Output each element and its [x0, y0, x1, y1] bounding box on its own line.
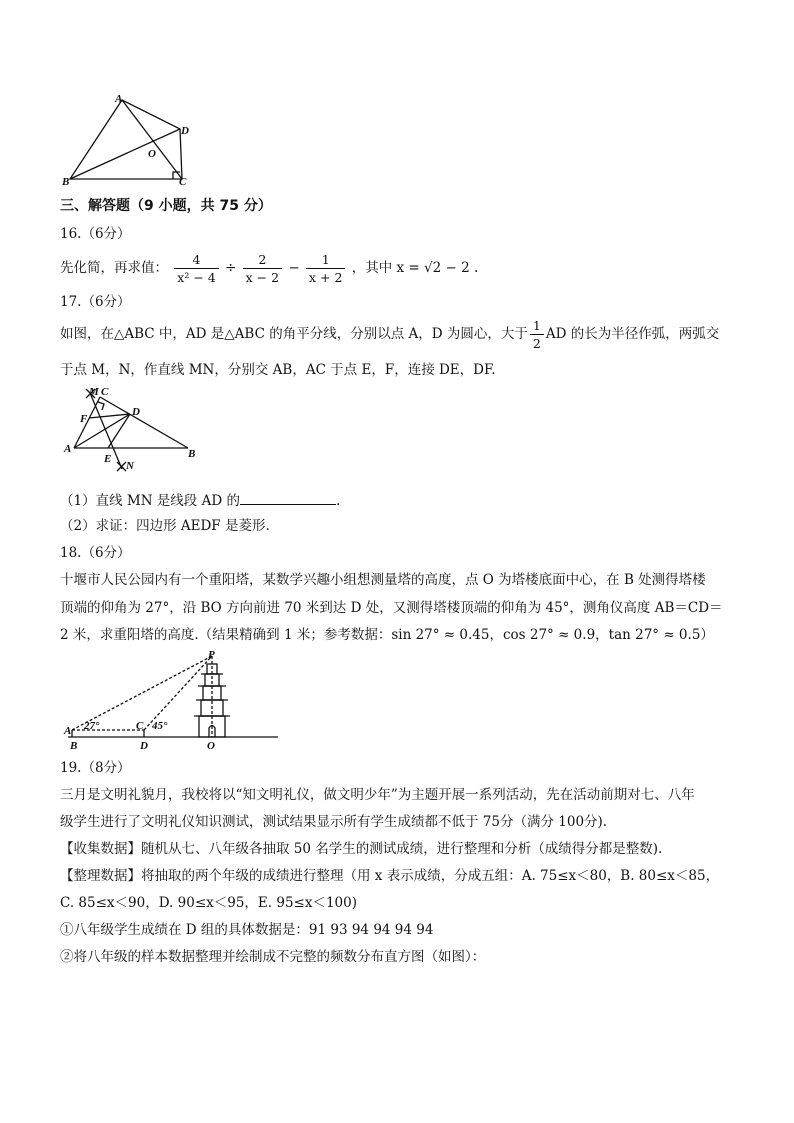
fig18-label-d: D [140, 740, 148, 752]
fig18-sight-c [144, 656, 212, 730]
fig17-label-m: M [89, 386, 99, 398]
fig17-label-c: C [101, 386, 109, 398]
fig18-label-c: C [136, 720, 144, 732]
q17-line2: 于点 M，N，作直线 MN，分别交 AB，AC 于点 E，F，连接 DE，DF. [60, 362, 496, 378]
figure-q17-triangle [62, 385, 202, 477]
q19-line6: ①八年级学生成绩在 D 组的具体数据是：91 93 94 94 94 94 [60, 922, 434, 938]
q17-line1-b: AD 的长为半径作弧，两弧交 [545, 326, 720, 342]
q16-fraction-3 [306, 251, 345, 286]
fig17-label-b: B [188, 448, 196, 460]
q17-line1-a: 如图，在△ABC 中，AD 是△ABC 的角平分线，分别以点 A，D 为圆心，大于 [60, 326, 528, 342]
fig18-label-b: B [70, 740, 78, 752]
q18-line1: 十堰市人民公园内有一个重阳塔，某数学兴趣小组想测量塔的高度，点 O 为塔楼底面中心，在 B 处测得塔楼 [60, 572, 706, 588]
q17-half-den: 2 [530, 334, 544, 352]
q16-tail: ，其中 x = √2 − 2 . [351, 260, 479, 276]
q17-answer-blank[interactable] [240, 490, 336, 505]
q16-expression [60, 250, 478, 286]
q19-line4: 【整理数据】将抽取的两个年级的成绩进行整理（用 x 表示成绩，分成五组：A. 75≤x＜80，B. 80≤x＜85， [60, 868, 720, 884]
fig17-label-n: N [126, 460, 134, 472]
fig15-label-c: C [179, 176, 187, 188]
q17-number: 17.（6分） [60, 294, 131, 310]
fig18-label-a: A [64, 725, 72, 737]
fig18-angle-27: 27° [84, 720, 100, 732]
q16-op-minus: − [288, 260, 300, 276]
q17-part1-end: . [335, 493, 341, 509]
q17-part1-text: （1）直线 MN 是线段 AD 的 [60, 493, 240, 509]
q19-line7: ②将八年级的样本数据整理并绘制成不完整的频数分布直方图（如图）： [60, 949, 486, 965]
fig18-angle-45: 45° [152, 720, 168, 732]
fig17-label-f: F [80, 413, 88, 425]
figure-q18-pagoda [62, 650, 282, 754]
fig15-diag-ac [122, 100, 182, 179]
fig18-sight-a [72, 656, 212, 730]
q19-line2: 级学生进行了文明礼仪知识测试，测试结果显示所有学生成绩都不低于 75分（满分 100分). [60, 814, 608, 830]
fig15-outline [70, 100, 182, 179]
q16-f1-num: 4 [192, 252, 201, 267]
q16-f2-num: 2 [258, 252, 267, 267]
q18-number: 18.（6分） [60, 545, 131, 561]
q19-number: 19.（8分） [60, 760, 131, 776]
fig18-label-o: O [207, 740, 215, 752]
q17-part2: （2）求证：四边形 AEDF 是菱形. [60, 518, 270, 534]
fig17-label-a: A [64, 443, 72, 455]
fig17-arc-n [117, 462, 126, 471]
q18-line3: 2 米，求重阳塔的高度.（结果精确到 1 米；参考数据：sin 27° ≈ 0.45，cos 27° ≈ 0.9，tan 27° ≈ 0.5） [60, 627, 714, 643]
fig18-pagoda-building [194, 664, 230, 737]
q19-line5: C. 85≤x＜90，D. 90≤x＜95，E. 95≤x＜100) [60, 895, 357, 911]
q16-f3-num: 1 [321, 252, 330, 267]
q17-part1 [60, 490, 340, 511]
section-title: 三、解答题（9 小题，共 75 分） [60, 198, 272, 214]
q16-op-divide: ÷ [225, 260, 237, 276]
fig17-de [108, 414, 130, 448]
q16-fraction-2 [243, 251, 282, 286]
q19-line1: 三月是文明礼貌月，我校将以“知文明礼仪，做文明少年”为主题开展一系列活动，先在活动前期对七、八年 [60, 787, 695, 803]
fig15-label-o: O [148, 148, 156, 160]
fig18-label-p: P [208, 650, 215, 661]
q18-line2: 顶端的仰角为 27°，沿 BO 方向前进 70 米到达 D 处，又测得塔楼顶端的仰角为 45°，测角仪高度 AB＝CD＝ [60, 600, 723, 616]
fig17-label-d: D [132, 406, 140, 418]
fig15-label-a: A [115, 93, 123, 105]
fig17-label-e: E [104, 453, 112, 465]
q17-half-fraction [530, 317, 544, 352]
fig17-right-angle [98, 402, 104, 410]
q16-fraction-1 [174, 251, 218, 286]
q16-f1-den: x² − 4 [174, 268, 218, 286]
q16-lead: 先化简，再求值： [60, 260, 168, 276]
q19-line3: 【收集数据】随机从七、八年级各抽取 50 名学生的测试成绩，进行整理和分析（成绩得分都是整数). [60, 841, 663, 857]
q16-f2-den: x − 2 [243, 268, 282, 286]
figure-q15-triangle [60, 92, 200, 188]
q17-line1 [60, 316, 719, 352]
q16-f3-den: x + 2 [306, 268, 345, 286]
fig15-label-b: B [62, 176, 70, 188]
fig15-label-d: D [181, 125, 189, 137]
q16-number: 16.（6分） [60, 226, 131, 242]
q17-half-num: 1 [532, 318, 541, 333]
